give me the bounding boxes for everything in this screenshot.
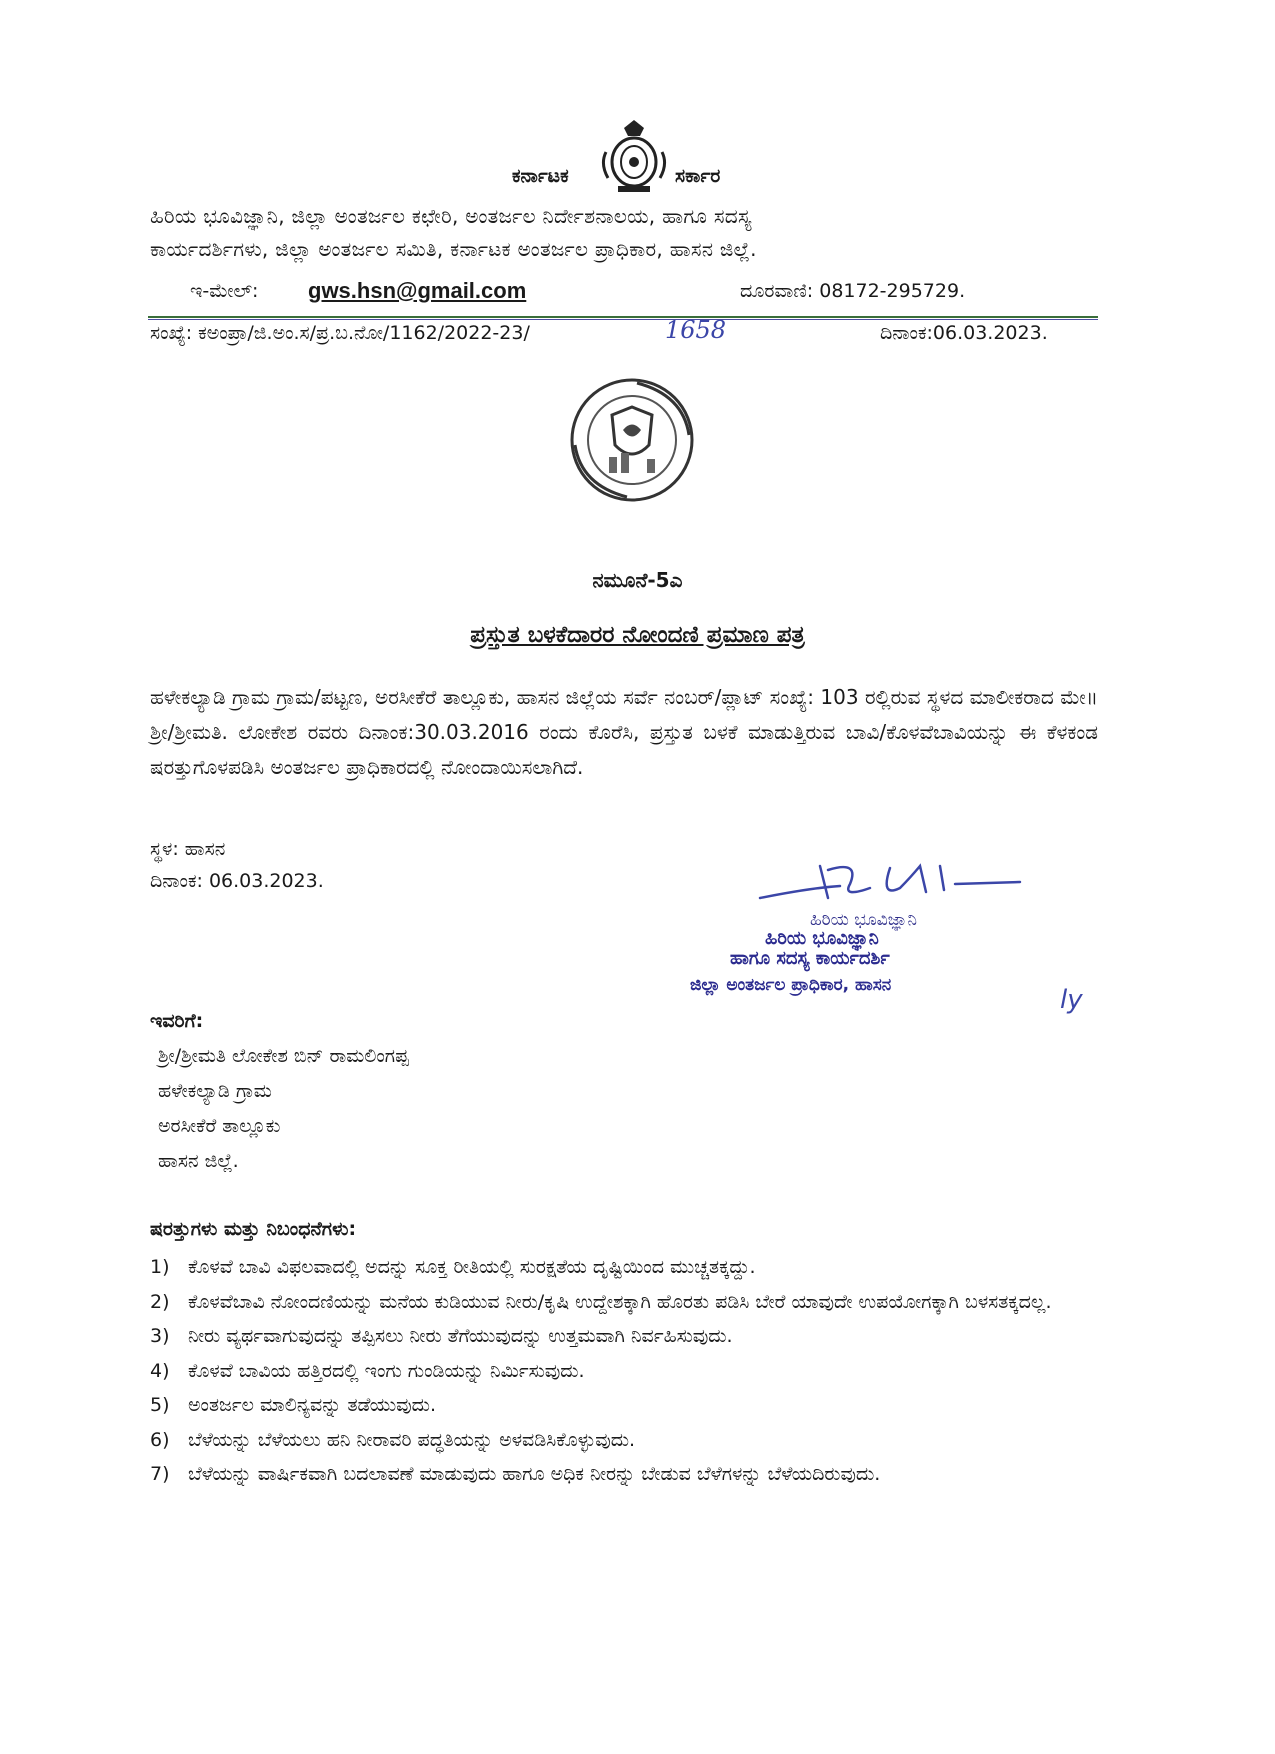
term-text: ಬೆಳೆಯನ್ನು ವಾರ್ಷಿಕವಾಗಿ ಬದಲಾವಣೆ ಮಾಡುವುದು ಹಾಗೂ ಅಧಿಕ ನೀರನ್ನು ಬೇಡುವ ಬೆಳೆಗಳನ್ನು ಬೆಳೆಯದಿರುವುದು. [188,1463,881,1485]
reference-number: ಸಂಖ್ಯೆ: ಕಅಂಪ್ರಾ/ಜಿ.ಅಂ.ಸ/ಪ್ರ.ಬ.ನೋ/1162/2022-23/ [150,322,530,344]
term-text: ಕೊಳವೆಬಾವಿ ನೋಂದಣಿಯನ್ನು ಮನೆಯ ಕುಡಿಯುವ ನೀರು/ಕೃಷಿ ಉದ್ದೇಶಕ್ಕಾಗಿ ಹೊರತು ಪಡಿಸಿ ಬೇರೆ ಯಾವುದೇ ಉಪಯೋಗಕ್ಕಾಗಿ ಬಳಸತಕ್ಕದಲ್ಲ. [188,1290,1052,1313]
list-item [150,1354,1110,1389]
phone-number: ದೂರವಾಣಿ: 08172-295729. [740,280,966,302]
header-divider [148,316,1098,318]
term-number: 3) [150,1325,170,1347]
gov-name-left: ಕರ್ನಾಟಕ [512,165,569,187]
list-item [150,1319,1110,1354]
signatory-stamp-line: ಹಿರಿಯ ಭೂವಿಜ್ಞಾನಿ [765,928,879,949]
office-address [150,200,1150,266]
term-number: 6) [150,1428,170,1451]
recipient-line: ಹಾಸನ ಜಿಲ್ಲೆ. [158,1150,239,1172]
list-item [150,1250,1110,1285]
term-text: ಕೊಳವೆ ಬಾವಿ ವಿಫಲವಾದಲ್ಲಿ ಅದನ್ನು ಸೂಕ್ತ ರೀತಿಯಲ್ಲಿ ಸುರಕ್ಷತೆಯ ದೃಷ್ಟಿಯಿಂದ ಮುಚ್ಚತಕ್ಕದ್ದು. [188,1256,756,1278]
office-line: ಹಿರಿಯ ಭೂವಿಜ್ಞಾನಿ, ಜಿಲ್ಲಾ ಅಂತರ್ಜಲ ಕಛೇರಿ, ಅಂತರ್ಜಲ ನಿರ್ದೇಶನಾಲಯ, ಹಾಗೂ ಸದಸ್ಯ [150,204,752,228]
term-number: 7) [150,1463,170,1485]
recipient-line: ಅರಸೀಕೆರೆ ತಾಲ್ಲೂಕು [158,1115,281,1137]
certificate-title-text: ಪ್ರಸ್ತುತ ಬಳಕೆದಾರರ ನೋಂದಣಿ ಪ್ರಮಾಣ ಪತ್ರ [470,622,805,648]
list-item [150,1423,1110,1458]
terms-list [150,1250,1110,1492]
term-number: 2) [150,1290,170,1313]
issue-date: ದಿನಾಂಕ: 06.03.2023. [150,870,324,892]
handwritten-initials: ly [1060,985,1083,1015]
certificate-title [0,622,1275,648]
term-text: ಕೊಳವೆ ಬಾವಿಯ ಹತ್ತಿರದಲ್ಲಿ ಇಂಗು ಗುಂಡಿಯನ್ನು ನಿರ್ಮಿಸುವುದು. [188,1359,585,1382]
email-label: ಇ-ಮೇಲ್: [190,280,259,302]
place: ಸ್ಥಳ: ಹಾಸನ [150,838,226,860]
email-link[interactable]: gws.hsn@gmail.com [308,278,527,303]
term-text: ಅಂತರ್ಜಲ ಮಾಲಿನ್ಯವನ್ನು ತಡೆಯುವುದು. [188,1394,437,1416]
certificate-body: ಹಳೇಕಲ್ಯಾಡಿ ಗ್ರಾಮ ಗ್ರಾಮ/ಪಟ್ಟಣ, ಅರಸೀಕೆರೆ ತಾಲ್ಲೂಕು, ಹಾಸನ ಜಿಲ್ಲೆಯ ಸರ್ವೆ ನಂಬರ್/ಪ್ಲಾಟ್ ಸಂಖ್ಯೆ: 103 ರಲ್ಲಿರುವ ಸ್ಥಳದ ಮಾಲೀಕರಾದ ಮೇ॥ ಶ್ರೀ/ಶ್ರೀಮತಿ. ಲೋಕೇಶ ರವರು ದಿನಾಂಕ:30.03.2016 ರಂದು ಕೊರೆಸಿ, ಪ್ರಸ್ತುತ ಬಳಕೆ ಮಾಡುತ್ತಿರುವ ಬಾವಿ/ಕೊಳವೆಬಾವಿಯನ್ನು ಈ ಕೆಳಕಂಡ ಷರತ್ತುಗೊಳಪಡಿಸಿ ಅಂತರ್ಜಲ ಪ್ರಾಧಿಕಾರದಲ್ಲಿ ನೋಂದಾಯಿಸಲಾಗಿದೆ. [150,685,1098,779]
office-line: ಕಾರ್ಯದರ್ಶಿಗಳು, ಜಿಲ್ಲಾ ಅಂತರ್ಜಲ ಸಮಿತಿ, ಕರ್ನಾಟಕ ಅಂತರ್ಜಲ ಪ್ರಾಧಿಕಾರ, ಹಾಸನ ಜಿಲ್ಲೆ. [150,237,757,261]
signatory-line: ಹಿರಿಯ ಭೂವಿಜ್ಞಾನಿ [810,910,917,930]
gov-name-right: ಸರ್ಕಾರ [675,165,721,187]
reference-date: ದಿನಾಂಕ:06.03.2023. [880,322,1048,344]
signature-icon [750,858,1030,918]
term-number: 5) [150,1394,170,1416]
term-text: ನೀರು ವ್ಯರ್ಥವಾಗುವುದನ್ನು ತಪ್ಪಿಸಲು ನೀರು ತೆಗೆಯುವುದನ್ನು ಉತ್ತಮವಾಗಿ ನಿರ್ವಹಿಸುವುದು. [188,1325,733,1347]
list-item [150,1285,1110,1320]
terms-title: ಷರತ್ತುಗಳು ಮತ್ತು ನಿಬಂಧನೆಗಳು: [150,1218,357,1240]
header-divider [148,319,1098,320]
term-number: 4) [150,1359,170,1382]
recipient-line: ಹಳೇಕಲ್ಯಾಡಿ ಗ್ರಾಮ [158,1080,272,1102]
signatory-stamp-line: ಹಾಗೂ ಸದಸ್ಯ ಕಾರ್ಯದರ್ಶಿ [730,948,890,969]
groundwater-authority-seal-icon [567,375,697,505]
recipient-label: ಇವರಿಗೆ: [150,1010,204,1032]
term-text: ಬೆಳೆಯನ್ನು ಬೆಳೆಯಲು ಹನಿ ನೀರಾವರಿ ಪದ್ಧತಿಯನ್ನು ಅಳವಡಿಸಿಕೊಳ್ಳುವುದು. [188,1428,636,1451]
form-number: ನಮೂನೆ-5ಎ [592,568,683,592]
reference-handwritten: 1658 [665,316,727,344]
signatory-stamp-line: ಜಿಲ್ಲಾ ಅಂತರ್ಜಲ ಪ್ರಾಧಿಕಾರ, ಹಾಸನ [690,975,892,995]
karnataka-emblem-icon [598,118,670,196]
recipient-line: ಶ್ರೀ/ಶ್ರೀಮತಿ ಲೋಕೇಶ ಬಿನ್ ರಾಮಲಿಂಗಪ್ಪ [158,1045,409,1067]
list-item [150,1388,1110,1423]
list-item [150,1457,1110,1492]
term-number: 1) [150,1256,170,1278]
